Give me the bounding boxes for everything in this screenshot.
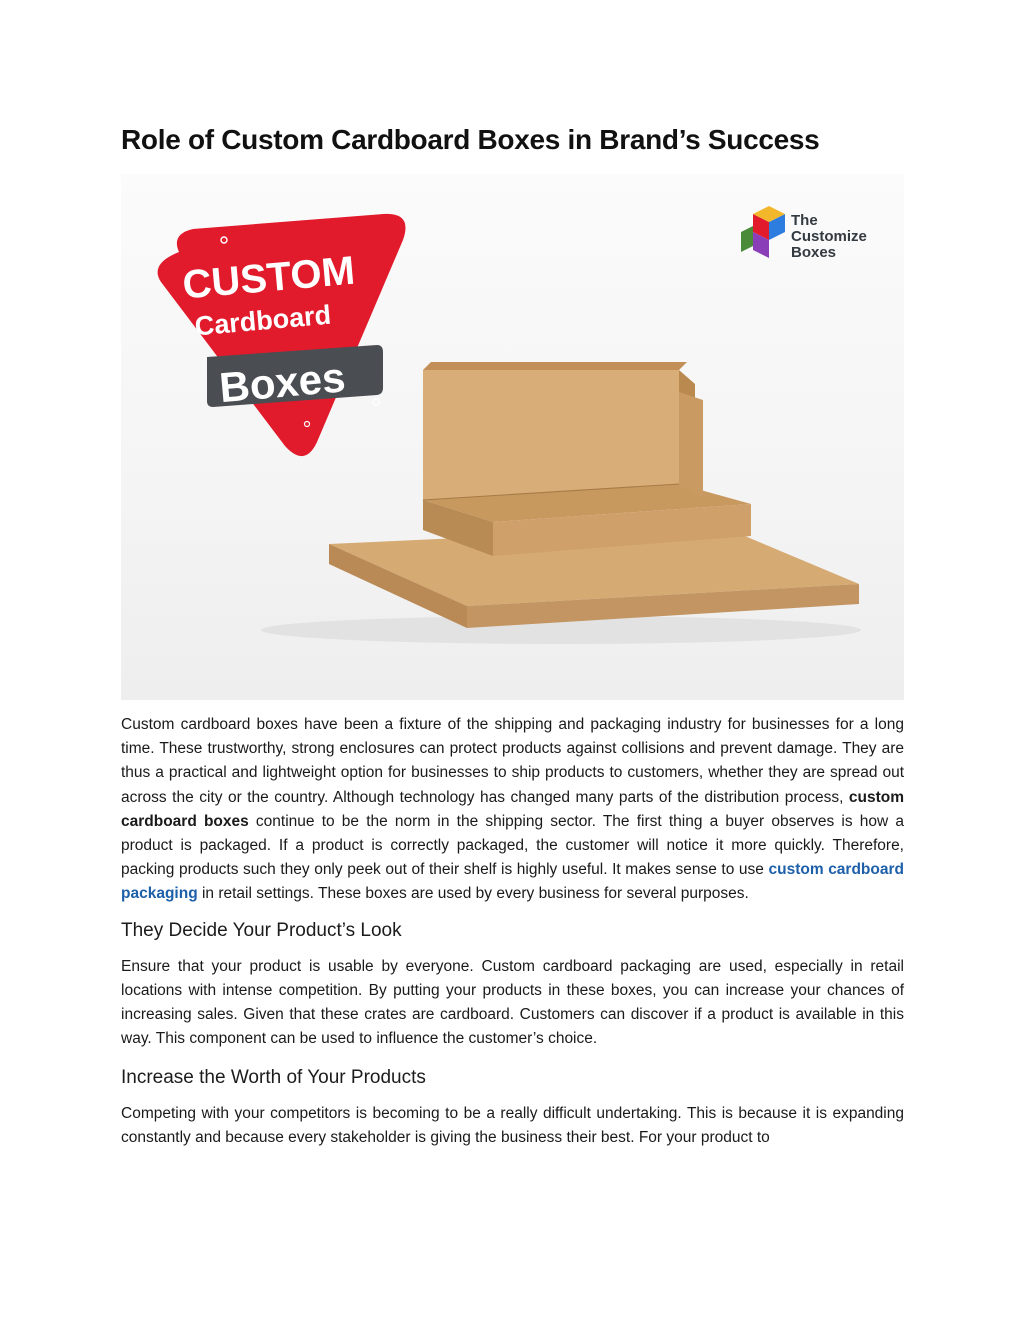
cube-logo-icon <box>741 206 785 258</box>
section-paragraph-product-worth: Competing with your competitors is becoming to be a really difficult undertaking. This is because it is expanding constantly and because every stakeholder is giving the business their best. For your product to <box>121 1104 904 1147</box>
logo-line-customize: Customize <box>791 228 867 245</box>
badge-line-custom: CUSTOM <box>180 248 357 308</box>
tray-lid <box>423 370 679 500</box>
badge-line-boxes: Boxes <box>217 353 348 412</box>
cardboard-boxes-illustration <box>261 362 861 644</box>
section-heading-product-worth: Increase the Worth of Your Products <box>121 1066 426 1088</box>
intro-paragraph <box>121 713 904 907</box>
page-title: Role of Custom Cardboard Boxes in Brand’s Success <box>121 124 820 155</box>
intro-text-part1: Custom cardboard boxes have been a fixture of the shipping and packaging industry for businesses for a long time. These trustworthy, strong enclosures can protect products against collisions and prevent damage. They are thus a practical and lightweight option for businesses to ship products to customers, whether they are spread out across the city or the country. Although technology has changed many parts of the distribution process, <box>121 716 904 806</box>
sparkle-icon <box>373 399 379 405</box>
logo-line-the: The <box>791 212 818 229</box>
custom-cardboard-boxes-badge <box>158 214 406 456</box>
brand-logo <box>741 206 867 261</box>
tray-lid-edge <box>423 362 687 370</box>
tray-flap-right <box>679 392 703 496</box>
intro-text-part3: in retail settings. These boxes are used by every business for several purposes. <box>197 885 749 903</box>
section-paragraph-product-look: Ensure that your product is usable by everyone. Custom cardboard packaging are used, especially in retail locations with intense competition. By putting your products in these boxes, you can increase your chances of increasing sales. Given that these crates are cardboard. Customers can discover if a product is available in this way. This component can be used to influence the customer’s choice. <box>121 957 904 1048</box>
hero-image <box>121 174 904 700</box>
custom-cardboard-packaging-link[interactable]: custom cardboard packaging <box>121 861 904 903</box>
bold-keyword: custom cardboard boxes <box>121 788 904 830</box>
badge-line-cardboard: Cardboard <box>193 299 333 342</box>
logo-line-boxes: Boxes <box>791 244 837 261</box>
intro-text-part2: continue to be the norm in the shipping sector. The first thing a buyer observes is how a product is packaged. If a product is correctly packaged, the customer will notice it more quickly. Therefore, packing products such they only peek out of their shelf is highly useful. It makes sense to use <box>121 812 904 879</box>
section-heading-product-look: They Decide Your Product’s Look <box>121 919 402 941</box>
article-body <box>121 713 904 1150</box>
